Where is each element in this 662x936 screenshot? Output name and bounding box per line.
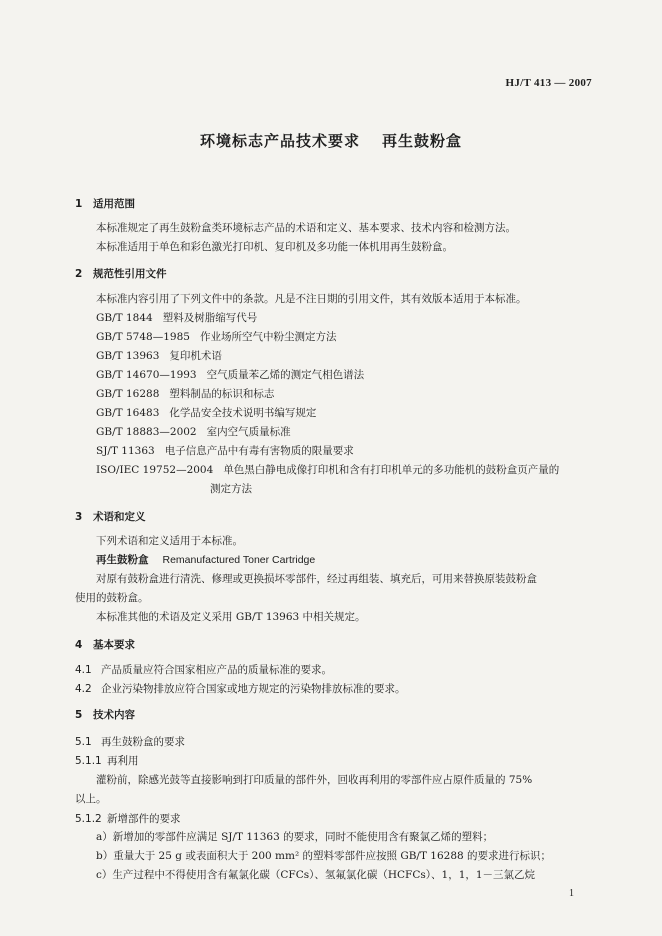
reference-item: GB/T 13963 复印机术语 [96,350,222,362]
paragraph: 下列术语和定义适用于本标准。 [96,535,243,547]
clause-4-2: 4.2 企业污染物排放应符合国家或地方规定的污染物排放标准的要求。 [75,683,406,695]
page-title [0,130,662,151]
reference-item: GB/T 16288 塑料制品的标识和标志 [96,388,275,400]
standard-code: HJ/T 413 — 2007 [505,77,592,89]
section-number: 2 [75,268,83,280]
section-4-heading [75,637,135,652]
paragraph: 本标准内容引用了下列文件中的条款。凡是不注日期的引用文件，其有效版本适用于本标准。 [96,293,527,305]
paragraph: 本标准规定了再生鼓粉盒类环境标志产品的术语和定义、基本要求、技术内容和检测方法。 [96,222,516,234]
section-5-heading [75,707,135,722]
section-number: 5 [75,709,83,721]
clause-5-1: 5.1 再生鼓粉盒的要求 [75,736,185,748]
definition-continued: 使用的鼓粉盒。 [75,592,149,604]
title-sub: 再生鼓粉盒 [382,132,463,150]
definition: 对原有鼓粉盒进行清洗、修理或更换损坏零部件，经过再组装、填充后，可用来替换原装鼓粉盒 [96,573,537,585]
paragraph: 本标准适用于单色和彩色激光打印机、复印机及多功能一体机用再生鼓粉盒。 [96,241,453,253]
section-number: 4 [75,639,83,651]
reference-item: GB/T 16483 化学品安全技术说明书编写规定 [96,407,317,419]
paragraph: 灌粉前，除感光鼓等直接影响到打印质量的部件外，回收再利用的零部件应占原件质量的 75% [96,774,533,786]
paragraph-continued: 以上。 [75,793,107,805]
reference-item: ISO/IEC 19752—2004 单色黑白静电成像打印机和含有打印机单元的多功能机的鼓粉盒页产量的 [96,464,560,476]
clause-5-1-1: 5.1.1 再利用 [75,755,139,767]
list-item: a）新增加的零部件应满足 SJ/T 11363 的要求，同时不能使用含有聚氯乙烯的塑料； [96,831,494,843]
clause-5-1-2: 5.1.2 新增部件的要求 [75,813,181,825]
section-number: 1 [75,198,83,210]
reference-item: GB/T 18883—2002 室内空气质量标准 [96,426,291,438]
section-title: 技术内容 [93,709,135,721]
paragraph: 本标准其他的术语及定义采用 GB/T 13963 中相关规定。 [96,611,366,623]
reference-item-continued: 测定方法 [210,483,252,495]
section-number: 3 [75,511,83,523]
reference-item: GB/T 5748—1985 作业场所空气中粉尘测定方法 [96,331,337,343]
clause-4-1: 4.1 产品质量应符合国家相应产品的质量标准的要求。 [75,664,332,676]
section-title: 规范性引用文件 [93,268,167,280]
section-1-heading [75,196,135,211]
list-item: c）生产过程中不得使用含有氟氯化碳（CFCs）、氢氟氯化碳（HCFCs）、1，1，1－三氯乙烷 [96,869,536,881]
reference-item: GB/T 14670—1993 空气质量苯乙烯的测定气相色谱法 [96,369,365,381]
page-number: 1 [569,888,574,899]
section-title: 基本要求 [93,639,135,651]
term-english: Remanufactured Toner Cartridge [162,554,316,566]
section-3-heading [75,509,146,524]
section-2-heading [75,266,167,281]
term-entry [96,553,315,567]
title-main: 环境标志产品技术要求 [199,132,360,150]
section-title: 适用范围 [93,198,135,210]
term-chinese: 再生鼓粉盒 [96,554,149,566]
reference-item: SJ/T 11363 电子信息产品中有毒有害物质的限量要求 [96,445,354,457]
reference-item: GB/T 1844 塑料及树脂缩写代号 [96,312,258,324]
list-item: b）重量大于 25 g 或表面积大于 200 mm² 的塑料零部件应按照 GB/T 16288 的要求进行标识； [96,850,552,862]
section-title: 术语和定义 [93,511,146,523]
